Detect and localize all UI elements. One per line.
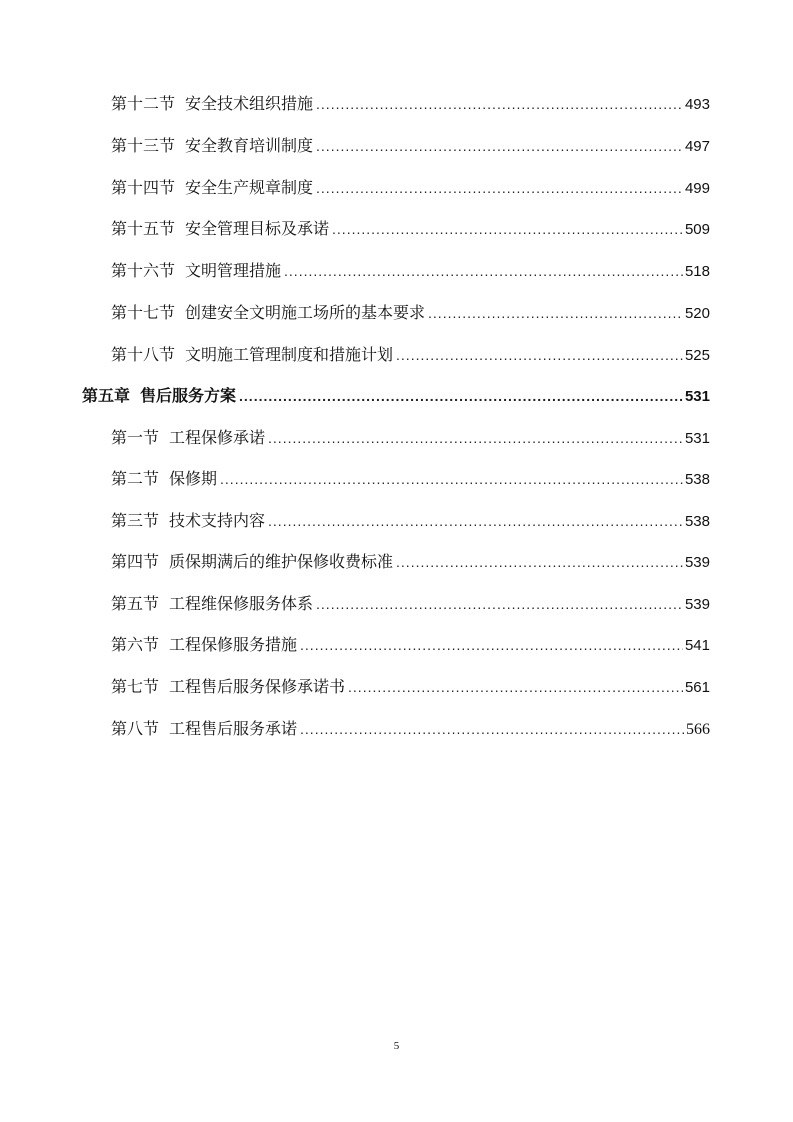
toc-entry-title	[111, 466, 217, 492]
toc-entry-page: 525	[684, 347, 710, 364]
toc-entry[interactable]	[111, 591, 710, 617]
toc-entry-title	[111, 549, 393, 575]
toc-entry-page: 538	[684, 471, 710, 488]
toc-entry-label: 售后服务方案	[140, 386, 237, 405]
toc-entry-page: 531	[684, 388, 710, 405]
toc-entry-number: 第十七节	[111, 303, 176, 322]
toc-entry-title	[111, 300, 425, 326]
toc-entry-page: 520	[684, 305, 710, 322]
toc-entry-page: 561	[684, 679, 710, 696]
toc-entry-label: 保修期	[169, 469, 218, 488]
dot-leader	[239, 383, 683, 409]
dot-leader	[268, 508, 683, 534]
toc-entry-title	[111, 216, 329, 242]
toc-entry-page: 518	[684, 263, 710, 280]
dot-leader	[300, 632, 683, 658]
toc-entry[interactable]	[111, 632, 710, 658]
toc-entry-number: 第一节	[111, 428, 160, 447]
toc-entry[interactable]	[111, 425, 710, 451]
toc-entry-number: 第五节	[111, 594, 160, 613]
toc-entry-page: 538	[684, 513, 710, 530]
toc-entry-number: 第十二节	[111, 94, 176, 113]
toc-entry-label: 技术支持内容	[169, 511, 266, 530]
toc-entry-number: 第六节	[111, 635, 160, 654]
dot-leader	[268, 425, 683, 451]
toc-entry-title	[82, 383, 236, 409]
toc-entry[interactable]	[111, 300, 710, 326]
toc-entry[interactable]	[111, 466, 710, 492]
toc-entry-title	[111, 175, 313, 201]
toc-entry-title	[111, 133, 313, 159]
dot-leader	[284, 258, 683, 284]
toc-entry-number: 第十六节	[111, 261, 176, 280]
toc-entry-title	[111, 591, 313, 617]
toc-entry-title	[111, 342, 393, 368]
toc-entry-label: 工程售后服务保修承诺书	[169, 677, 346, 696]
toc-entry[interactable]	[111, 91, 710, 117]
dot-leader	[316, 175, 683, 201]
toc-entry-title	[111, 508, 265, 534]
toc-entry-page: 531	[684, 430, 710, 447]
toc-entry-label: 工程维保修服务体系	[169, 594, 314, 613]
dot-leader	[316, 133, 683, 159]
toc-entry-label: 创建安全文明施工场所的基本要求	[185, 303, 426, 322]
toc-entry-label: 安全教育培训制度	[185, 136, 314, 155]
dot-leader	[316, 91, 683, 117]
dot-leader	[396, 342, 683, 368]
toc-entry-page: 499	[684, 180, 710, 197]
toc-entry[interactable]	[111, 674, 710, 700]
toc-entry-label: 质保期满后的维护保修收费标准	[169, 552, 394, 571]
toc-entry-label: 文明施工管理制度和措施计划	[185, 345, 394, 364]
page-number: 5	[393, 1040, 400, 1052]
toc-entry-label: 安全生产规章制度	[185, 178, 314, 197]
toc-entry-title	[111, 425, 265, 451]
toc-entry-page: 539	[684, 596, 710, 613]
toc-entry-title	[111, 674, 345, 700]
toc-entry[interactable]	[111, 549, 710, 575]
toc-entry-title	[111, 632, 297, 658]
toc-entry-label: 工程保修承诺	[169, 428, 266, 447]
dot-leader	[396, 549, 683, 575]
toc-entry-label: 文明管理措施	[185, 261, 282, 280]
toc-entry[interactable]	[111, 133, 710, 159]
toc-entry-number: 第四节	[111, 552, 160, 571]
toc-entry[interactable]	[111, 175, 710, 201]
dot-leader	[220, 466, 683, 492]
toc-entry-number: 第五章	[82, 386, 131, 405]
toc-entry[interactable]	[111, 258, 710, 284]
dot-leader	[316, 591, 683, 617]
toc-entry-label: 工程保修服务措施	[169, 635, 298, 654]
dot-leader	[332, 216, 683, 242]
toc-entry-page: 541	[684, 637, 710, 654]
toc-entry-page: 566	[686, 721, 710, 738]
toc-entry-page: 497	[684, 138, 710, 155]
toc-entry-number: 第八节	[111, 719, 160, 738]
toc-entry-page: 509	[684, 221, 710, 238]
toc-entry-label: 安全技术组织措施	[185, 94, 314, 113]
toc-entry[interactable]	[111, 716, 710, 742]
toc-entry-number: 第七节	[111, 677, 160, 696]
toc-entry-title	[111, 716, 297, 742]
toc-entry-number: 第二节	[111, 469, 160, 488]
toc-entry[interactable]	[111, 342, 710, 368]
dot-leader	[348, 674, 683, 700]
toc-entry-number: 第十三节	[111, 136, 176, 155]
toc-entry-label: 工程售后服务承诺	[169, 719, 298, 738]
toc-entry-title	[111, 91, 313, 117]
toc-entry-title	[111, 258, 281, 284]
toc-entry-number: 第三节	[111, 511, 160, 530]
toc-entry[interactable]	[111, 508, 710, 534]
toc-entry-page: 493	[684, 96, 710, 113]
toc-entry-number: 第十五节	[111, 219, 176, 238]
toc-chapter-entry[interactable]	[82, 383, 710, 409]
toc-entry[interactable]	[111, 216, 710, 242]
toc-entry-number: 第十四节	[111, 178, 176, 197]
toc-entry-number: 第十八节	[111, 345, 176, 364]
dot-leader	[428, 300, 683, 326]
toc-entry-label: 安全管理目标及承诺	[185, 219, 330, 238]
dot-leader	[300, 716, 684, 742]
toc-entry-page: 539	[684, 554, 710, 571]
